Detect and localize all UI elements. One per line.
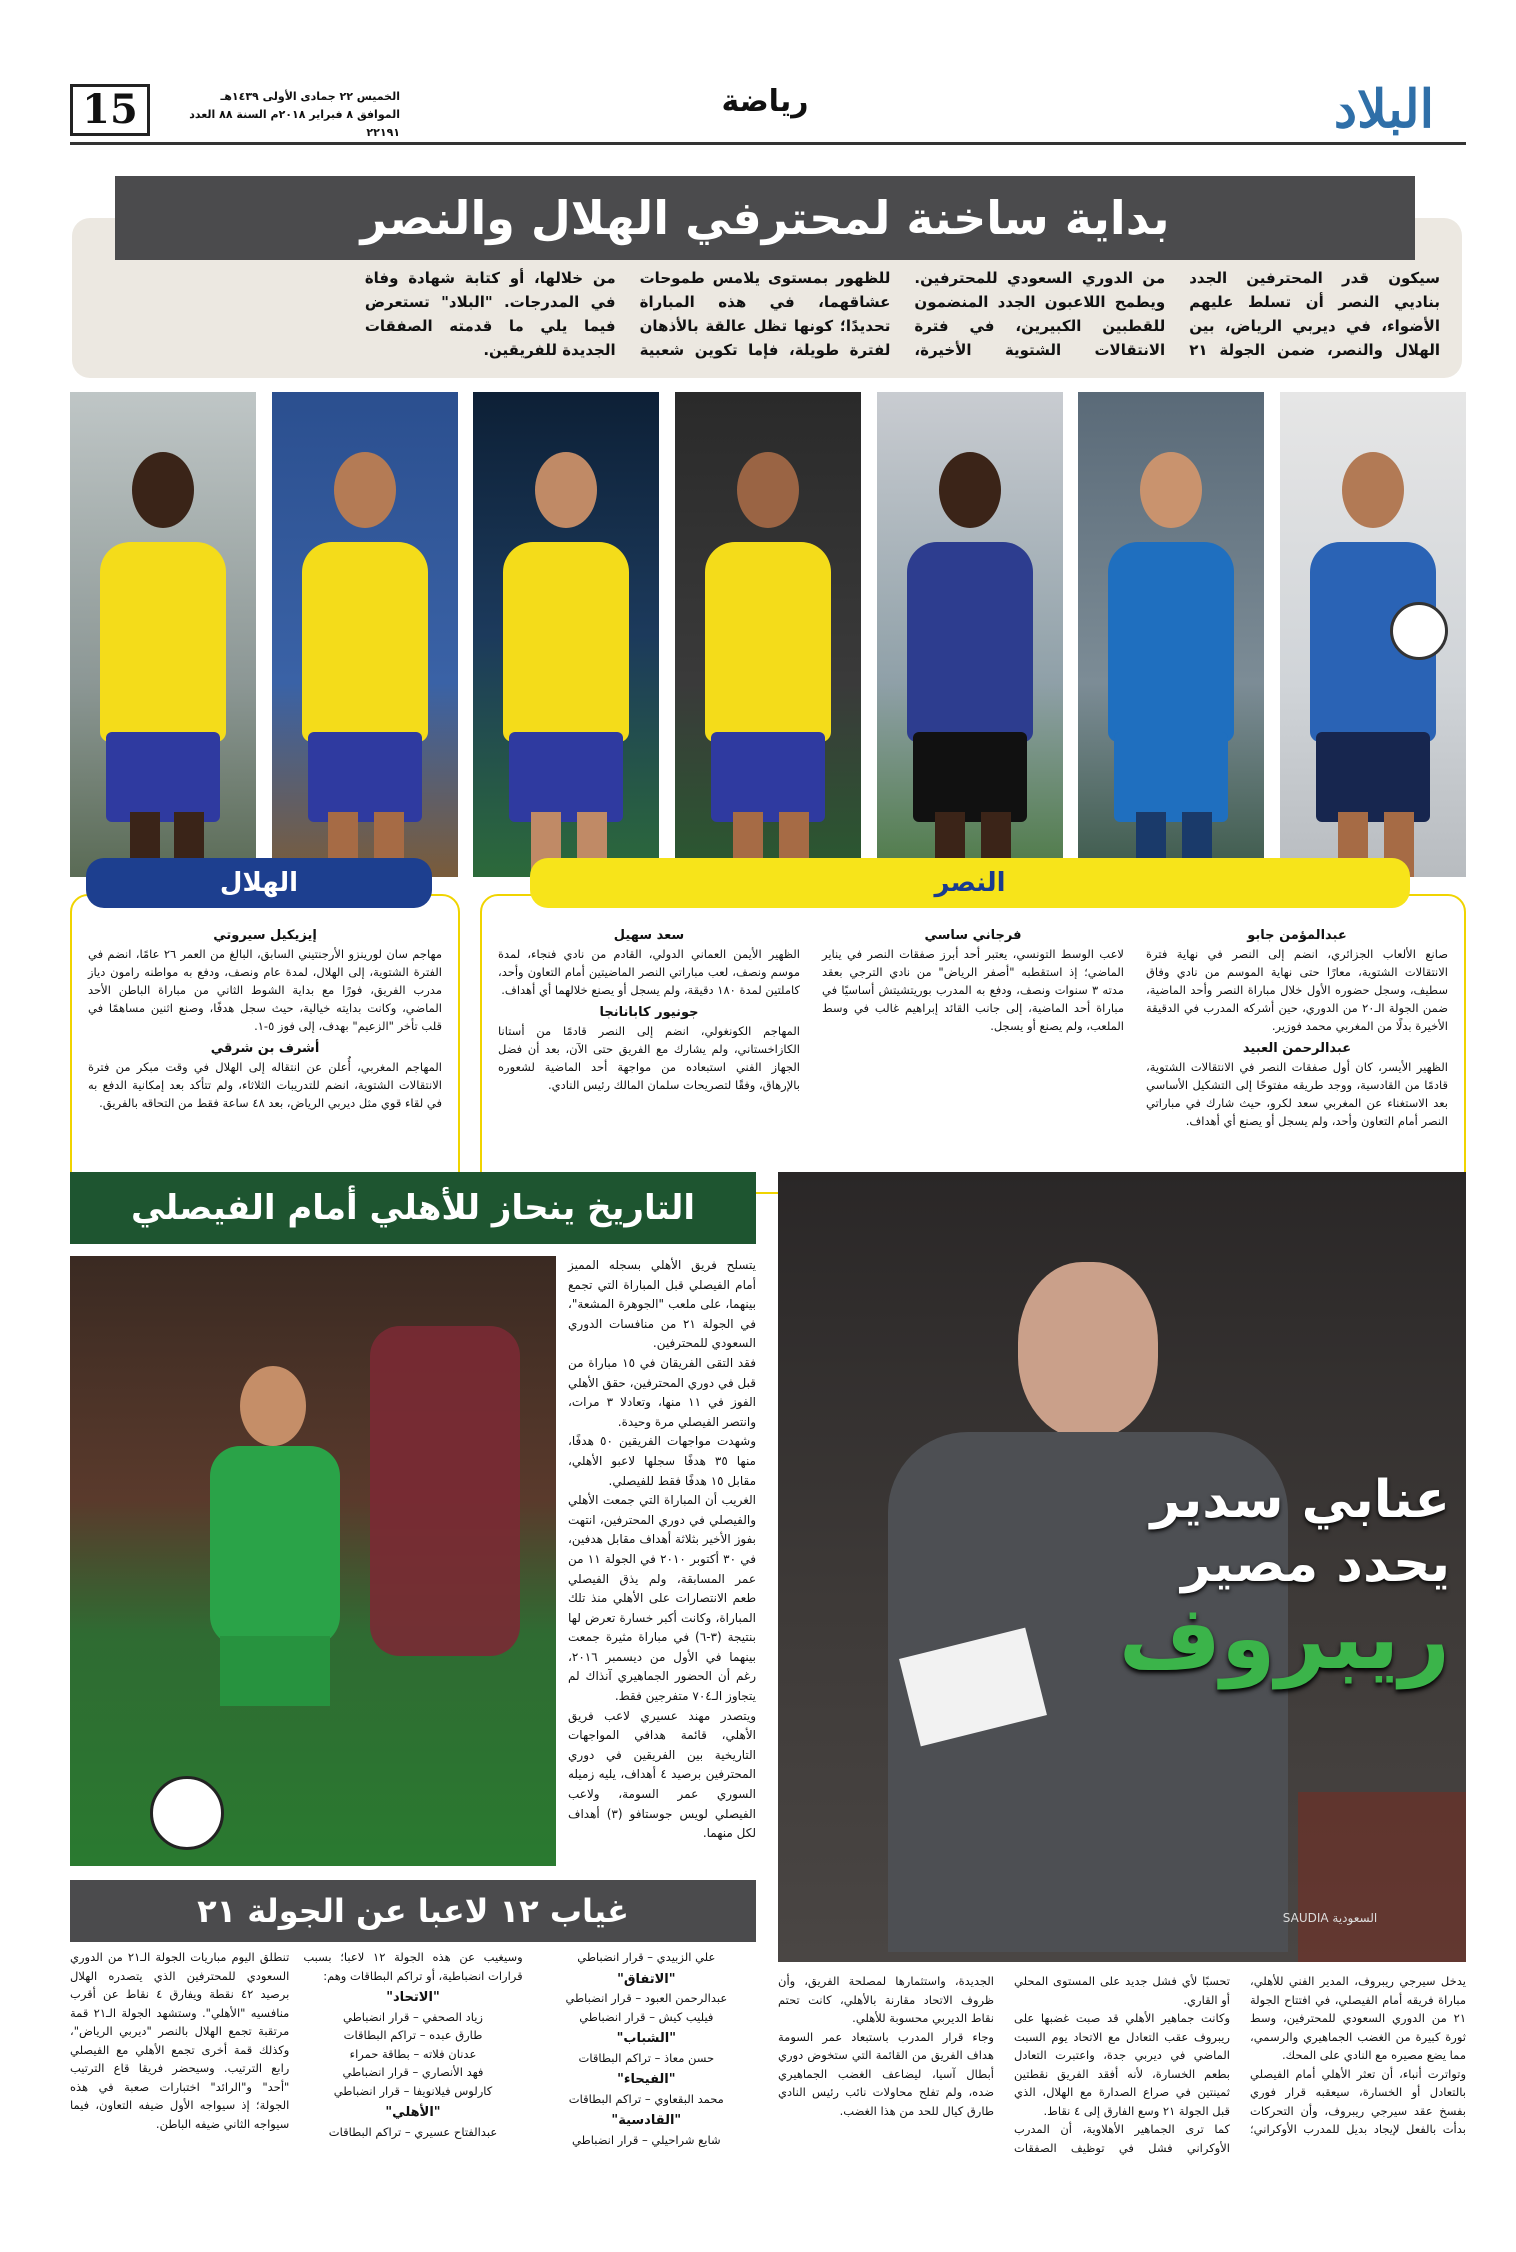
player-bio: الظهير الأيسر، كان أول صفقات النصر في الانتقالات الشتوية، قادمًا من القادسية، ووجد طريقه مفتوحًا إلى التشكيل الأساسي بعد الاستغناء عن المغربي سعد لكرو، حيث شارك في مباراتي النصر أمام التعاون وأحد، ولم يسجل أو يصنع أي أهداف. xyxy=(1146,1060,1448,1128)
rebrov-body xyxy=(778,1972,1466,2242)
player-photo-nasr-2 xyxy=(272,392,458,877)
player-name: عبدالرحمن العبيد xyxy=(1242,1041,1352,1056)
player-name: جونيور كابانانجا xyxy=(599,1005,699,1020)
suspension-line: محمد البقعاوي – تراكم البطاقات xyxy=(568,2091,724,2106)
suspension-line: عدنان فلاته – بطاقة حمراء xyxy=(349,2046,477,2061)
suspension-line: شايع شراحيلي – قرار انضباطي xyxy=(571,2132,721,2147)
ahli-paragraph: وشهدت مواجهات الفريقين ٥٠ هدفًا، منها ٣٥ هدفًا سجلها لاعبو الأهلي، مقابل ١٥ هدفًا فقط للفيصلي. xyxy=(568,1434,756,1488)
player-bio: صانع الألعاب الجزائري، انضم إلى النصر في نهاية فترة الانتقالات الشتوية، معارًا حتى نهاية الموسم من نادي وفاق سطيف، وسجل حضوره الأول خلال مباراة النصر وأحد الماضية، ضمن الجولة الـ٢٠ من الدوري، حين أشركه المدرب في الدقيقة الأخيرة بدلًا من المغربي محمد فوزير. xyxy=(1146,947,1448,1033)
rebrov-paragraph: وكانت جماهير الأهلي قد صبت غضبها على ريبروف عقب التعادل مع الاتحاد يوم السبت الماضي في ديربي جدة، واعتبرت التعادل بطعم الخسارة، لأنه أفقد الفريق نقطتين ثمينتين في صراع الصدارة مع الهلال، الذي قبل الجولة ٢١ وسع الفارق إلى ٤ نقاط. xyxy=(1014,2011,1230,2118)
issue-date xyxy=(160,88,400,142)
rebrov-headline-name: ريبروف xyxy=(1118,1586,1450,1689)
ahli-body xyxy=(568,1256,756,1856)
rebrov-headline-line-2: يحدد مصير xyxy=(1181,1534,1450,1594)
suspension-line: علي الزبيدي – قرار انضباطي xyxy=(577,1950,716,1964)
absent-headline: غياب ١٢ لاعبا عن الجولة ٢١ xyxy=(70,1880,756,1942)
player-photo-hilal-2 xyxy=(1280,392,1466,877)
ahli-headline: التاريخ ينحاز للأهلي أمام الفيصلي xyxy=(70,1172,756,1244)
rebrov-paragraph: كما ترى الجماهير الأهلاوية، أن المدرب الأوكراني فشل في توظيف الصفقات الجديدة، واستثمارها لمصلحة الفريق، وأن ظروف الاتحاد مقارنة بالأهلي، كانت تحتم نقاط الديربي محسوبة للأهلي. xyxy=(778,1974,1230,2155)
club-name: "الاتفاق" xyxy=(617,1971,676,1987)
nasr-bios-box xyxy=(480,894,1466,1194)
absent-col-2 xyxy=(303,1948,522,2248)
ahli-paragraph: يتسلح فريق الأهلي بسجله المميز أمام الفيصلي قبل المباراة التي تجمع بينهما، على ملعب "الجوهرة المشعة"، في الجولة ٢١ من منافسات الدوري السعودي للمحترفين. xyxy=(568,1258,756,1351)
ahli-paragraph: الغريب أن المباراة التي جمعت الأهلي والفيصلي في دوري المحترفين، انتهت بفوز الأخير بثلاثة أهداف مقابل هدفين، في ٣٠ أكتوبر ٢٠١٠ في الجولة ١١ من عمر المسابقة، ولم يذق الفيصلي طعم الانتصارات على الأهلي منذ تلك المباراة، وكانت أكبر خسارة تعرض لها بنتيجة (٣-٦) في مباراة مثيرة جمعت بينهما في الأول من ديسمبر ٢٠١٦، رغم أن الحضور الجماهيري آنذاك لم يتجاوز الـ٧٠٤ متفرجين فقط. xyxy=(568,1493,756,1704)
hilal-col xyxy=(88,926,442,1112)
player-photo-hilal-1 xyxy=(1078,392,1264,877)
suspension-line: زياد الصحفي – قرار انضباطي xyxy=(343,2009,483,2024)
club-name: "الاتحاد" xyxy=(386,1990,440,2005)
nasr-col-2 xyxy=(822,922,1124,1182)
player-name: فرجاني ساسي xyxy=(924,928,1022,943)
suspension-line: عبدالفتاح عسيري – تراكم البطاقات xyxy=(328,2124,498,2139)
player-photo-nasr-4 xyxy=(675,392,861,877)
player-name: أشرف بن شرقي xyxy=(210,1041,320,1056)
suspension-line: كارلوس فيلانويفا – قرار انضباطي xyxy=(333,2083,493,2098)
player-bio: المهاجم الكونغولي، انضم إلى النصر قادمًا من أستانا الكازاخستاني، ولم يشارك مع الفريق حتى الآن، بعد أن فضل الجهاز الفني استبعاده من مواجهة أحد الماضية لشعوره بالإرهاق، وفقًا لتصريحات سلمان المالك رئيس النادي. xyxy=(498,1024,800,1092)
club-name: "القادسية" xyxy=(611,2113,682,2128)
absent-col-1 xyxy=(70,1948,289,2248)
player-name: عبدالمؤمن جابو xyxy=(1247,928,1347,943)
player-photo-strip xyxy=(70,392,1466,877)
absent-body xyxy=(70,1948,756,2248)
hilal-bios-box xyxy=(70,894,460,1194)
player-bio: لاعب الوسط التونسي، يعتبر أحد أبرز صفقات النصر في يناير الماضي؛ إذ استقطبه "أصفر الرياض" من نادي الترجي بعقد مدته ٣ سنوات ونصف، ودفع به المدرب بوريتشيتش أساسيًا في مباراة أحد الماضية، إلى جانب القائد إبراهيم غالب في وسط الملعب، ولم يصنع أو يسجل. xyxy=(822,947,1124,1033)
section-title: رياضة xyxy=(721,84,809,119)
nasr-col-3 xyxy=(1146,922,1448,1182)
ahli-paragraph: ويتصدر مهند عسيري لاعب فريق الأهلي، قائمة هدافي المواجهات التاريخية بين الفريقين في دوري المحترفين برصيد ٤ أهداف، يليه زميله السوري عمر السومة، ولاعب الفيصلي لويس جوستافو (٣) أهداف لكل منهما. xyxy=(568,1708,756,1841)
player-bio: الظهير الأيمن العماني الدولي، القادم من نادي فنجاء، لمدة موسم ونصف، لعب مباراتي النصر الماضيتين أمام التعاون وأحد، كاملتين لمدة ١٨٠ دقيقة، ولم يسجل أو يصنع خلالهما أي أهداف. xyxy=(498,947,800,997)
absent-col-3 xyxy=(537,1948,756,2248)
player-photo-nasr-1 xyxy=(70,392,256,877)
nasr-label: النصر xyxy=(530,858,1410,908)
player-bio: مهاجم سان لورينزو الأرجنتيني السابق، البالغ من العمر ٢٦ عامًا، انضم في الفترة الشتوية، إلى الهلال، لمدة عام ونصف، ودفع به مواطنه رامون دياز مدرب الفريق، فورًا مع بداية الشوط الثاني من مباراة الباطن الأحد الماضي، وكانت بدايته خيالية، حيث سجل هدفًا، وصنع اثنين مساهمًا في قلب تأخر "الزعيم" بهدف، إلى فوز ٥-١. xyxy=(88,947,442,1033)
newspaper-logo: البلاد xyxy=(1333,79,1435,140)
player-photo-nasr-3 xyxy=(473,392,659,877)
absent-list-intro: وسيغيب عن هذه الجولة ١٢ لاعبا؛ بسبب قرارات انضباطية، أو تراكم البطاقات وهم: xyxy=(303,1950,523,1983)
date-line-2: الموافق ٨ فبراير ٢٠١٨م السنة ٨٨ العدد ٢٢١٩١ xyxy=(189,108,400,139)
page-number: 15 xyxy=(70,84,150,136)
lead-headline: بداية ساخنة لمحترفي الهلال والنصر xyxy=(115,176,1415,260)
suspension-line: فهد الأنصاري – قرار انضباطي xyxy=(342,2065,484,2079)
sponsor-logo: السعودية SAUDIA xyxy=(1282,1911,1378,1925)
suspension-line: فيليب كيش – قرار انضباطي xyxy=(579,2009,714,2024)
suspension-line: عبدالرحمن العبود – قرار انضباطي xyxy=(565,1991,728,2005)
date-line-1: الخميس ٢٢ جمادى الأولى ١٤٣٩هـ xyxy=(220,90,400,103)
rebrov-headline-line-1: عنابي سدير xyxy=(1150,1470,1450,1530)
club-name: "الأهلي" xyxy=(385,2105,441,2120)
masthead-divider xyxy=(70,142,1466,145)
suspension-line: طارق عبده – تراكم البطاقات xyxy=(343,2028,483,2042)
club-name: "الشباب" xyxy=(616,2031,676,2046)
nasr-col-1 xyxy=(498,922,800,1182)
club-suspensions xyxy=(303,1989,522,2141)
player-name: إيزيكيل سيروتي xyxy=(213,928,317,943)
ahli-paragraph: فقد التقى الفريقان في ١٥ مباراة من قبل في دوري المحترفين، حقق الأهلي الفوز في ١١ منها، وتعادلا ٣ مرات، وانتصر الفيصلي مرة وحيدة. xyxy=(568,1355,756,1429)
lead-intro: سيكون قدر المحترفين الجدد بناديي النصر أن تسلط عليهم الأضواء، في ديربي الرياض، بين الهلال والنصر، ضمن الجولة ٢١ من الدوري السعودي للمحترفين. ويطمح اللاعبون الجدد المنضمون للقطبين الكبيرين، في فترة الانتقالات الشتوية الأخيرة، للظهور بمستوى يلامس طموحات عشاقهما، في هذه المباراة تحديدًا؛ كونها تظل عالقة بالأذهان لفترة طويلة، فإما تكوين شعبية من خلالها، أو كتابة شهادة وفاة في المدرجات. "البلاد" تستعرض فيما يلي ما قدمته الصفقات الجديدة للفريقين. xyxy=(364,269,1440,359)
rebrov-paragraph: يدخل سيرجي ريبروف، المدير الفني للأهلي، مباراة فريقه أمام الفيصلي، في افتتاح الجولة ٢١ من الدوري السعودي للمحترفين، وسط ثورة كبيرة من الغضب الجماهيري والرسمي، مما يضع مصيره مع النادي على المحك. xyxy=(1250,1974,1466,2062)
player-bio: المهاجم المغربي، أُعلن عن انتقاله إلى الهلال في وقت مبكر من فترة الانتقالات الشتوية، انضم للتدريبات الثلاثاء، ولم تتأكد بعد إمكانية الدفع به في لقاء قوي مثل ديربي الرياض، بعد ٤٨ ساعة فقط من التحاقه بالفريق. xyxy=(88,1060,442,1110)
suspension-line: حسن معاذ – تراكم البطاقات xyxy=(578,2050,715,2065)
club-suspensions xyxy=(537,1948,756,2149)
absent-intro: تنطلق اليوم مباريات الجولة الـ٢١ من الدوري السعودي للمحترفين الذي يتصدره الهلال برصيد ٤٢ نقطة ويفارق ٤ نقاط عن أقرب منافسيه "الأهلي". وستشهد الجولة الـ٢١ قمة مرتقبة تجمع الهلال بالنصر "ديربي الرياض"، وكذلك قمة أخرى تجمع الأهلي مع الفيصلي رابع الترتيب. وسيحضر فريقا قاع الترتيب "أحد" و"الرائد" اختبارات صعبة في هذه الجولة؛ إذ سيواجه الأول ضيفه التعاون، فيما سيواجه الثاني ضيفه الباطن. xyxy=(70,1950,290,2131)
rebrov-paragraph: وتواترت أنباء، أن تعثر الأهلي أمام الفيصلي بالتعادل أو الخسارة، سيعقبه قرار فوري بفسخ عقد سيرجي ريبروف، وأن التحركات بدأت بالفعل لإيجاد بديل للمدرب الأوكراني؛ تحسبًا لأي فشل جديد على المستوى المحلي أو القاري. xyxy=(1014,1974,1466,2136)
player-photo-nasr-5 xyxy=(877,392,1063,877)
rebrov-headline xyxy=(1130,1468,1450,1596)
rebrov-paragraph: وجاء قرار المدرب باستبعاد عمر السومة هداف الفريق من القائمة التي ستخوض دوري أبطال آسيا، ليضاعف الغضب الجماهيري ضده، ولم تفلح محاولات نائب رئيس النادي طارق كيال للحد من هذا الغضب. xyxy=(778,2029,994,2118)
club-name: "الفيحاء" xyxy=(617,2072,676,2087)
hilal-label: الهلال xyxy=(86,858,432,908)
ahli-match-photo xyxy=(70,1256,556,1866)
player-name: سعد سهيل xyxy=(613,928,685,943)
